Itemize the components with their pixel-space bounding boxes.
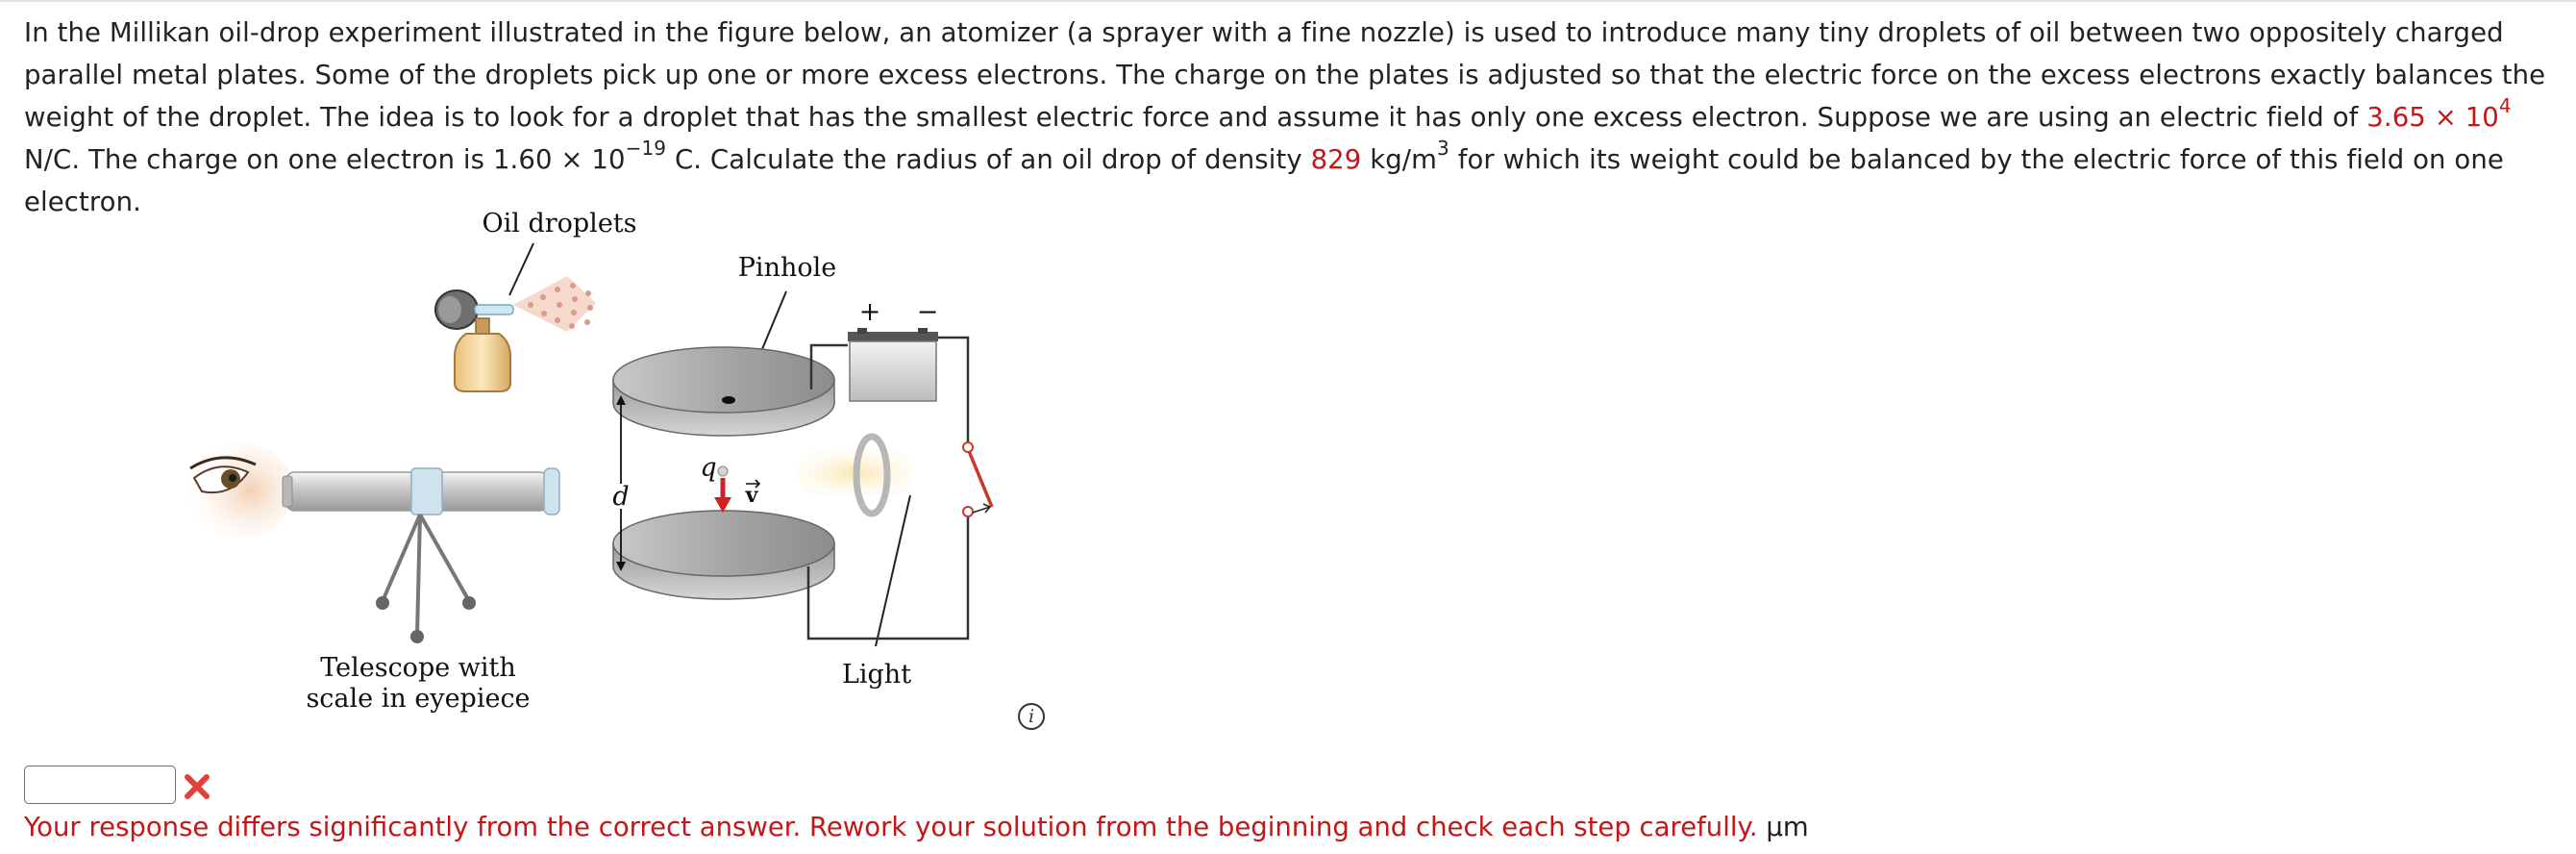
telescope <box>283 468 559 643</box>
label-v: v <box>745 483 758 508</box>
feedback-line <box>24 806 1809 848</box>
battery <box>848 297 938 401</box>
label-d: d <box>612 482 630 512</box>
telescope-eyepiece <box>283 476 292 507</box>
switch-arm <box>969 451 992 507</box>
label-telescope-line2: scale in eyepiece <box>306 684 531 714</box>
label-minus: − <box>916 297 939 327</box>
millikan-diagram <box>163 197 1057 721</box>
density-exponent: 3 <box>1437 136 1449 160</box>
telescope-objective <box>544 468 559 515</box>
problem-text-1: In the Millikan oil-drop experiment illustrated in the figure below, an atomizer (a sprayer with a fine nozzle) is used to introduce many tiny droplets of oil between two oppositely charged parallel metal plates. Some of the droplets pick up one or more excess electrons. The charge on the plates is adjusted so that the electric force on the excess electrons exactly balances the weight of the droplet. The idea is to look for a droplet that has the smallest electric force and assume it has only one excess electron. Suppose we are using an electric field of <box>24 17 2546 133</box>
top-plate-surface <box>613 347 834 413</box>
battery-body <box>850 341 936 401</box>
problem-text-5: for which its weight could be balanced by the electric force of this field on one electron. <box>24 144 2504 217</box>
oil-droplet <box>718 466 728 476</box>
label-pinhole: Pinhole <box>737 253 837 283</box>
label-plus: + <box>858 297 881 327</box>
problem-text-4: kg/m <box>1361 144 1438 175</box>
field-exponent: 4 <box>2498 93 2512 117</box>
pinhole <box>722 396 735 404</box>
atomizer-nozzle <box>475 305 513 314</box>
switch-contact-top <box>963 442 973 452</box>
atomizer-bottle <box>455 334 510 391</box>
switch-arrow <box>973 504 990 513</box>
eye-pupil <box>229 474 236 482</box>
bottom-plate-surface <box>613 511 834 576</box>
feedback-message: Your response differs significantly from the correct answer. Rework your solution from the beginning and check each step carefully. <box>24 812 1758 842</box>
charge-exponent: −19 <box>625 136 667 160</box>
tripod-leg-right <box>420 515 469 601</box>
millikan-figure <box>163 197 1057 721</box>
light-pointer <box>876 495 910 646</box>
problem-text-2: N/C. The charge on one electron is 1.60 × 10 <box>24 144 626 175</box>
atomizer <box>435 276 596 391</box>
density-value: 829 <box>1310 144 1362 175</box>
answer-unit: μm <box>1757 812 1809 842</box>
label-telescope-line1: Telescope with <box>320 653 516 683</box>
switch-contact-bottom <box>963 507 973 516</box>
bottom-plate <box>613 511 834 599</box>
top-plate <box>613 347 834 436</box>
info-icon[interactable]: i <box>1018 703 1045 730</box>
tripod-leg-left <box>383 515 420 601</box>
eye <box>187 442 293 539</box>
problem-text-3: C. Calculate the radius of an oil drop of density <box>666 144 1311 175</box>
field-value: 3.65 × 10 <box>2366 102 2499 133</box>
top-divider <box>0 0 2576 2</box>
label-q: q <box>700 453 717 483</box>
telescope-collar <box>411 468 442 515</box>
atomizer-neck <box>476 318 489 334</box>
problem-statement <box>24 12 2562 223</box>
tripod-leg-middle <box>417 515 420 635</box>
answer-input[interactable] <box>24 766 176 804</box>
incorrect-x-icon <box>183 772 211 801</box>
circuit-wire-bottom <box>808 513 968 639</box>
label-light: Light <box>841 660 912 690</box>
oil-droplets-pointer <box>509 243 533 295</box>
label-oil-droplets: Oil droplets <box>482 209 637 239</box>
circuit-wire-top-right <box>938 338 968 444</box>
atomizer-bulb-highlight <box>438 296 461 323</box>
spray-cone <box>513 276 596 332</box>
